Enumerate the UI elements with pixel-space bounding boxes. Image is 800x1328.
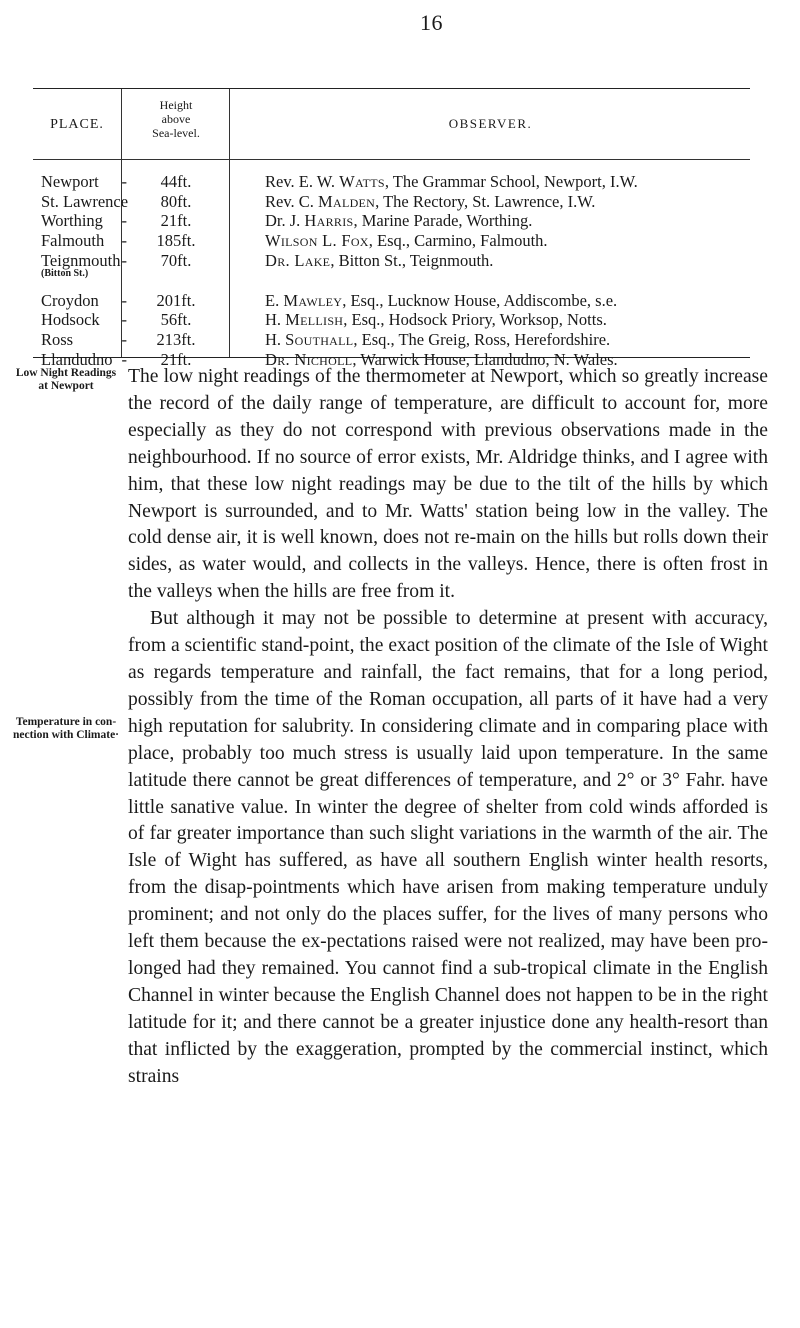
header-height-line: Sea-level. [152, 125, 200, 140]
table-row [33, 211, 750, 231]
table-row [33, 291, 750, 311]
height-cell: 21ft. [160, 349, 192, 369]
observer-text: , Esq., Lucknow House, Addiscombe, s.e. [342, 290, 618, 310]
margin-note-temperature: Temperature in con-nection with Climate· [12, 716, 120, 741]
height-cell: 70ft. [160, 250, 192, 270]
margin-note-low-night: Low Night Readings at Newport [15, 367, 117, 392]
observer-cell [265, 310, 607, 330]
header-observer: OBSERVER. [448, 116, 533, 131]
observer-text: E. [265, 290, 284, 310]
height-cell: 201ft. [156, 290, 196, 310]
table-row [33, 172, 750, 192]
observer-text: H. [265, 310, 286, 330]
observer-text: , Esq., The Greig, Ross, Herefordshire. [353, 330, 611, 350]
dash: - [121, 349, 127, 369]
dash: - [121, 231, 127, 251]
place-name: St. Lawrence [41, 191, 129, 211]
observer-name: Wilson L. Fox [265, 231, 369, 251]
observer-cell [265, 330, 610, 350]
height-cell: 21ft. [160, 211, 192, 231]
place-name: Newport [41, 172, 99, 191]
observer-cell [265, 172, 638, 192]
observer-text: , The Rectory, St. Lawrence, I.W. [375, 191, 596, 211]
observer-name: Dr. Lake [265, 250, 331, 270]
table-body [33, 172, 750, 370]
table-row [33, 310, 750, 330]
observer-name: Mellish [285, 310, 344, 330]
observer-cell [265, 231, 548, 251]
observer-text: Rev. C. [265, 191, 319, 211]
observer-cell [265, 291, 617, 311]
place-name: Worthing [41, 211, 103, 231]
observers-table [33, 88, 750, 369]
observer-text: , Bitton St., Teignmouth. [330, 250, 494, 270]
dash: - [121, 250, 127, 270]
place-cell [41, 251, 127, 280]
observer-cell [265, 192, 595, 212]
observer-text: , Marine Parade, Worthing. [353, 211, 533, 231]
place-name: Ross [41, 330, 74, 350]
observer-text: H. [265, 330, 286, 350]
observer-name: Harris [304, 211, 354, 231]
dash: - [121, 310, 127, 330]
observer-text: , Esq., Hodsock Priory, Worksop, Notts. [343, 310, 607, 330]
height-cell: 56ft. [160, 310, 192, 330]
place-name: Croydon [41, 290, 99, 310]
height-cell: 185ft. [156, 231, 196, 251]
height-cell: 44ft. [160, 172, 192, 191]
dash: - [121, 172, 127, 191]
place-name: Llandudno [41, 349, 113, 369]
place-name: Hodsock [41, 310, 100, 330]
paragraph: The low night readings of the thermometer at Newport, which so greatly increase the record of the daily range of temperature, are difficult to account for, more especially as they do not correspond with previous observations made in the neighbourhood. If no source of error exists, Mr. Aldridge thinks, and I agree with him, that these low night readings may be due to the tilt of the hills by which Newport is surrounded, and to Mr. Watts' station being low in the valley. The cold dense air, it is well known, does not re-main on the hills but rolls down their sides, as water would, and collects in the valleys. Hence, there is often frost in the valleys when the hills are free from it. [128, 366, 768, 603]
observer-text: Dr. J. [265, 211, 305, 231]
dash: - [121, 330, 127, 350]
header-height-line: Height [159, 98, 193, 112]
observer-text: Rev. E. W. [265, 172, 340, 191]
place-name: Falmouth [41, 231, 105, 251]
dash: - [121, 290, 127, 310]
table-row [33, 251, 750, 291]
table-row [33, 231, 750, 251]
place-cell [41, 172, 127, 192]
observer-text: , The Grammar School, Newport, I.W. [384, 172, 638, 191]
header-height [123, 99, 229, 140]
height-cell: 80ft. [160, 191, 192, 211]
observer-name: Watts [339, 172, 385, 191]
body-text [128, 364, 768, 1090]
place-cell [41, 310, 127, 330]
header-rule [33, 159, 750, 160]
place-cell [41, 211, 127, 231]
observer-cell [265, 211, 532, 231]
place-cell [41, 231, 127, 251]
place-subnote: (Bitton St.) [41, 268, 89, 280]
observer-name: Mawley [283, 290, 343, 310]
observer-text: , Esq., Carmino, Falmouth. [368, 231, 548, 251]
header-height-line: above [161, 111, 191, 126]
observer-text: , Warwick House, Llandudno, N. Wales. [352, 349, 618, 369]
observer-cell [265, 251, 493, 271]
observer-name: Southall [285, 330, 354, 350]
table-row [33, 192, 750, 212]
observer-name: Dr. Nicholl [265, 349, 353, 369]
place-cell [41, 192, 127, 212]
paragraph: But although it may not be possible to determine at present with accuracy, from a scientific stand-point, the exact position of the climate of the Isle of Wight as regards temperature and rainfall, the fact remains, that for a long period, possibly from the time of the Roman occupation, all parts of it have had a very high reputation for salubrity. In considering climate and in comparing place with place, probably too much stress is usually laid upon temperature. In the same latitude there cannot be great differences of temperature, and 2° or 3° Fahr. have little sanative value. In winter the degree of shelter from cold winds afforded is of far greater importance than such slight variations in the warmth of the air. The Isle of Wight has suffered, as have all southern English winter health resorts, from the disap-pointments which have arisen from making temperature unduly prominent; and not only do the places suffer, for the lives of many persons who left them because the ex-pectations raised were not realized, may have been pro-longed had they remained. You cannot find a sub-tropical climate in the English Channel in winter because the English Channel does not happen to be in the right latitude for it; and there cannot be a greater injustice done any health-resort than that inflicted by the exaggeration, prompted by the commercial instinct, which strains [128, 608, 768, 1087]
page-number: 16 [420, 10, 443, 35]
observer-name: Malden [318, 191, 376, 211]
height-cell: 213ft. [156, 330, 196, 350]
place-cell [41, 330, 127, 350]
table-row [33, 330, 750, 350]
place-name: Teignmouth [41, 250, 121, 270]
place-cell [41, 291, 127, 311]
dash: - [121, 211, 127, 231]
header-place: PLACE. [50, 117, 104, 132]
